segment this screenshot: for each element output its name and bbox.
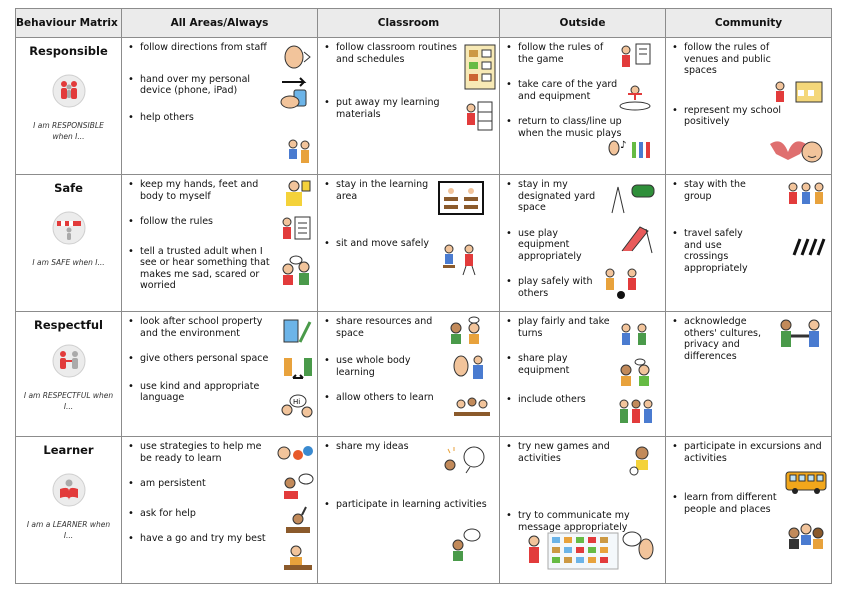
school-bus-icon: [784, 469, 828, 497]
helping-others-icon: [286, 138, 312, 166]
cell-learner-all: [122, 437, 318, 584]
list-item: • stay in my designated yard space: [518, 179, 618, 214]
list-item: • use kind and appropriate language: [140, 381, 284, 404]
trampoline-icon: [618, 84, 652, 112]
cell-learner-community: [666, 437, 832, 584]
talk-to-adult-icon: [280, 255, 314, 287]
cell-responsible-community: [666, 38, 832, 175]
behaviour-title: Safe: [54, 181, 83, 195]
list-item: • play safely with others: [518, 276, 602, 299]
kind-language-icon: [280, 392, 314, 422]
list-item: • have a go and try my best: [140, 533, 274, 545]
sit-and-move-icon: [440, 243, 480, 277]
list-item: • stay with the group: [684, 179, 776, 202]
play-safely-icon: [602, 267, 640, 301]
list-item: • help others: [140, 112, 317, 124]
header-row: [16, 9, 832, 38]
school-crest-icon: [766, 136, 824, 166]
schedule-board-icon: [464, 44, 496, 90]
list-item: • share my ideas: [336, 441, 499, 453]
share-ideas-icon: [442, 443, 486, 481]
respectful-people-icon: [52, 344, 86, 378]
cell-respectful-classroom: [318, 312, 500, 437]
communicate-message-icon: [526, 527, 656, 575]
list-item: • try to communicate my message appropriately: [518, 510, 652, 533]
list-item: • share play equipment: [518, 353, 602, 376]
behaviour-matrix-page: [15, 8, 831, 584]
row-respectful: [16, 312, 832, 437]
list-item: • use play equipment appropriately: [518, 228, 602, 263]
cell-safe-outside: [500, 175, 666, 312]
list-item: • return to class/line up when the music plays: [518, 116, 626, 139]
list-item: • follow directions from staff: [140, 42, 317, 54]
list-item: • sit and move safely: [336, 238, 450, 250]
classroom-group-icon: [452, 392, 492, 424]
school-property-icon: [282, 316, 312, 346]
list-item: • put away my learning materials: [336, 97, 460, 120]
list-item: • follow the rules of venues and public spaces: [684, 42, 808, 77]
list-item: • take care of the yard and equipment: [518, 79, 632, 102]
behaviour-cell-responsible: [16, 38, 122, 175]
list-item: • follow classroom routines and schedules: [336, 42, 470, 65]
public-venue-icon: [774, 76, 824, 106]
list-item: • am persistent: [140, 478, 317, 490]
group-icon: [786, 179, 826, 209]
cell-responsible-all: [122, 38, 318, 175]
behaviour-caption: I am RESPONSIBLE when I...: [33, 121, 104, 141]
list-item: • acknowledge others' cultures, privacy and differences: [684, 316, 778, 362]
behaviour-cell-safe: [16, 175, 122, 312]
crossing-icon: [790, 235, 826, 259]
cell-respectful-outside: [500, 312, 666, 437]
hand-over-device-icon: [280, 76, 312, 110]
different-people-icon: [784, 521, 828, 553]
personal-space-icon: [282, 354, 314, 384]
cell-safe-all: [122, 175, 318, 312]
list-item: • look after school property and the environment: [140, 316, 284, 339]
list-item: • ask for help: [140, 508, 317, 520]
ready-to-learn-icon: [274, 441, 314, 469]
behaviour-caption: I am RESPECTFUL when I...: [23, 391, 114, 411]
yard-space-icon: [610, 181, 656, 215]
behaviour-title: Respectful: [34, 318, 103, 332]
share-resources-icon: [448, 316, 482, 346]
list-item: • use strategies to help me be ready to learn: [140, 441, 279, 464]
row-learner: [16, 437, 832, 584]
list-item: • use whole body learning: [336, 355, 436, 378]
behaviour-matrix-table: [15, 8, 832, 584]
list-item: • keep my hands, feet and body to myself: [140, 179, 279, 202]
listening-ear-icon: [282, 44, 312, 70]
row-responsible: [16, 38, 832, 175]
behaviour-caption: I am SAFE when I...: [32, 258, 105, 267]
behaviour-cell-respectful: [16, 312, 122, 437]
header-behaviour-matrix: Behaviour Matrix: [16, 9, 122, 38]
learner-reading-icon: [52, 473, 86, 507]
line-up-music-icon: [608, 134, 652, 162]
list-item: • learn from different people and places: [684, 492, 788, 515]
list-item: • tell a trusted adult when I see or hear something that makes me sad, scared or worried: [140, 246, 279, 292]
responsible-people-icon: [52, 74, 86, 108]
header-community: Community: [666, 9, 832, 38]
list-item: • give others personal space: [140, 353, 294, 365]
take-turns-icon: [618, 322, 650, 350]
cell-safe-classroom: [318, 175, 500, 312]
list-item: • participate in learning activities: [336, 499, 499, 511]
list-item: • participate in excursions and activities: [684, 441, 828, 464]
list-item: • allow others to learn: [336, 392, 450, 404]
header-classroom: Classroom: [318, 9, 500, 38]
whole-body-learning-icon: [452, 352, 486, 384]
header-outside: Outside: [500, 9, 666, 38]
cell-responsible-classroom: [318, 38, 500, 175]
list-item: • stay in the learning area: [336, 179, 436, 202]
list-item: • try new games and activities: [518, 441, 638, 464]
persistent-icon: [280, 471, 314, 501]
list-item: • follow the rules: [140, 216, 317, 228]
follow-rules-icon: [280, 215, 312, 243]
safe-barrier-icon: [52, 211, 86, 245]
behaviour-cell-learner: [16, 437, 122, 584]
list-item: • hand over my personal device (phone, iPad): [140, 74, 269, 97]
cell-respectful-all: [122, 312, 318, 437]
new-games-icon: [626, 443, 658, 477]
learning-activity-icon: [446, 527, 482, 563]
include-others-icon: [616, 396, 656, 428]
cell-learner-classroom: [318, 437, 500, 584]
ask-for-help-icon: [282, 505, 314, 537]
behaviour-caption: I am a LEARNER when I...: [26, 520, 111, 540]
row-safe: [16, 175, 832, 312]
svg-text:Hi: Hi: [293, 398, 301, 406]
handshake-icon: [778, 318, 822, 352]
list-item: • travel safely and use crossings appropriately: [684, 228, 766, 274]
game-rules-icon: [618, 42, 652, 72]
cell-learner-outside: [500, 437, 666, 584]
hands-to-self-icon: [276, 179, 312, 209]
list-item: • include others: [518, 394, 665, 406]
header-all-areas: All Areas/Always: [122, 9, 318, 38]
behaviour-title: Responsible: [29, 44, 108, 58]
slide-icon: [618, 221, 654, 255]
try-best-icon: [282, 541, 314, 573]
behaviour-title: Learner: [43, 443, 94, 457]
share-equipment-icon: [618, 358, 652, 388]
cell-responsible-outside: [500, 38, 666, 175]
list-item: • represent my school positively: [684, 105, 812, 128]
svg-text:♪: ♪: [620, 140, 627, 151]
cell-respectful-community: [666, 312, 832, 437]
cell-safe-community: [666, 175, 832, 312]
list-item: • follow the rules of the game: [518, 42, 622, 65]
learning-area-icon: [438, 181, 484, 215]
list-item: • play fairly and take turns: [518, 316, 632, 339]
list-item: • share resources and space: [336, 316, 450, 339]
put-away-shelf-icon: [464, 100, 494, 132]
